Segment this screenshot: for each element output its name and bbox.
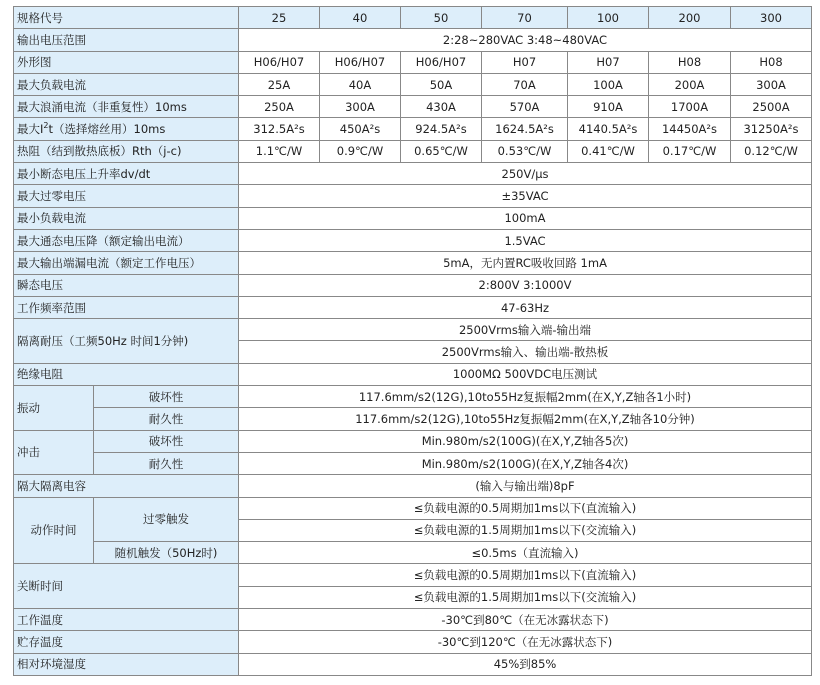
row-outline	[14, 51, 812, 73]
max-surge-value: 2500A	[731, 96, 812, 118]
row-shock-destructive	[14, 430, 812, 452]
max-i2t-label	[14, 118, 239, 140]
model-200: 200	[649, 7, 731, 29]
insulation-value: 1000MΩ 500VDC电压测试	[239, 363, 812, 385]
outline-value: H07	[568, 51, 649, 73]
transient-value: 2:800V 3:1000V	[239, 274, 812, 296]
shock-durability-label: 耐久性	[94, 452, 239, 474]
max-i2t-value: 1624.5A²s	[482, 118, 568, 140]
vibration-durability-label: 耐久性	[94, 408, 239, 430]
max-zero-voltage-value: ±35VAC	[239, 185, 812, 207]
thermal-value: 0.9℃/W	[320, 140, 401, 162]
row-op-temp	[14, 609, 812, 631]
capacitance-value: (输入与输出端)8pF	[239, 475, 812, 497]
max-i2t-label-pre: 最大I	[17, 122, 44, 137]
outline-value: H06/H07	[320, 51, 401, 73]
frequency-value: 47-63Hz	[239, 296, 812, 318]
thermal-value: 1.1℃/W	[239, 140, 320, 162]
max-surge-value: 1700A	[649, 96, 731, 118]
max-on-drop-value: 1.5VAC	[239, 229, 812, 251]
row-operate-random	[14, 542, 812, 564]
thermal-label: 热阻（结到散热底板）Rth（j-c)	[14, 140, 239, 162]
max-load-current-value: 25A	[239, 73, 320, 95]
op-temp-value: -30℃到80℃（在无冰露状态下)	[239, 609, 812, 631]
row-humidity	[14, 653, 812, 675]
max-i2t-value: 924.5A²s	[401, 118, 482, 140]
max-load-current-value: 50A	[401, 73, 482, 95]
max-i2t-label-sup: 2	[43, 121, 49, 131]
thermal-value: 0.41℃/W	[568, 140, 649, 162]
row-dvdt	[14, 163, 812, 185]
row-vibration-destructive	[14, 386, 812, 408]
row-capacitance	[14, 475, 812, 497]
max-i2t-value: 31250A²s	[731, 118, 812, 140]
release-time-value: ≤负载电源的1.5周期加1ms以下(交流输入)	[239, 586, 812, 608]
min-load-current-value: 100mA	[239, 207, 812, 229]
outline-value: H06/H07	[239, 51, 320, 73]
spec-table	[13, 6, 812, 676]
spec-table-container	[13, 6, 811, 676]
model-50: 50	[401, 7, 482, 29]
max-surge-value: 300A	[320, 96, 401, 118]
max-load-current-label: 最大负载电流	[14, 73, 239, 95]
row-max-surge	[14, 96, 812, 118]
operate-zero-value: ≤负载电源的1.5周期加1ms以下(交流输入)	[239, 519, 812, 541]
output-voltage-label: 输出电压范围	[14, 29, 239, 51]
operate-random-value: ≤0.5ms（直流输入)	[239, 542, 812, 564]
model-25: 25	[239, 7, 320, 29]
max-surge-value: 250A	[239, 96, 320, 118]
max-on-drop-label: 最大通态电压降（额定输出电流）	[14, 229, 239, 251]
row-max-on-drop	[14, 229, 812, 251]
max-load-current-value: 200A	[649, 73, 731, 95]
humidity-value: 45%到85%	[239, 653, 812, 675]
max-i2t-value: 312.5A²s	[239, 118, 320, 140]
thermal-value: 0.65℃/W	[401, 140, 482, 162]
row-transient	[14, 274, 812, 296]
max-surge-value: 430A	[401, 96, 482, 118]
row-storage-temp	[14, 631, 812, 653]
row-max-leakage	[14, 252, 812, 274]
outline-value: H07	[482, 51, 568, 73]
max-leakage-label: 最大输出端漏电流（额定工作电压）	[14, 252, 239, 274]
isolation-label: 隔离耐压（工频50Hz 时间1分钟)	[14, 319, 239, 364]
vibration-destructive-label: 破坏性	[94, 386, 239, 408]
thermal-value: 0.12℃/W	[731, 140, 812, 162]
model-100: 100	[568, 7, 649, 29]
row-output-voltage	[14, 29, 812, 51]
max-zero-voltage-label: 最大过零电压	[14, 185, 239, 207]
row-release-1	[14, 564, 812, 586]
max-load-current-value: 40A	[320, 73, 401, 95]
isolation-value: 2500Vrms输入端-输出端	[239, 319, 812, 341]
model-300: 300	[731, 7, 812, 29]
row-shock-durability	[14, 452, 812, 474]
thermal-value: 0.17℃/W	[649, 140, 731, 162]
op-temp-label: 工作温度	[14, 609, 239, 631]
max-leakage-value: 5mA，无内置RC吸收回路 1mA	[239, 252, 812, 274]
release-time-label: 关断时间	[14, 564, 239, 609]
dvdt-value: 250V/μs	[239, 163, 812, 185]
model-70: 70	[482, 7, 568, 29]
humidity-label: 相对环境湿度	[14, 653, 239, 675]
row-isolation	[14, 319, 812, 341]
shock-destructive-label: 破坏性	[94, 430, 239, 452]
storage-temp-label: 贮存温度	[14, 631, 239, 653]
operate-random-label: 随机触发（50Hz时)	[94, 542, 239, 564]
max-surge-value: 910A	[568, 96, 649, 118]
frequency-label: 工作频率范围	[14, 296, 239, 318]
thermal-value: 0.53℃/W	[482, 140, 568, 162]
outline-value: H08	[731, 51, 812, 73]
vibration-durability-value: 117.6mm/s2(12G),10to55Hz复振幅2mm(在X,Y,Z轴各10分钟)	[239, 408, 812, 430]
max-i2t-label-post: t（选择熔丝用）10ms	[48, 122, 166, 137]
shock-durability-value: Min.980m/s2(100G)(在X,Y,Z轴各4次)	[239, 452, 812, 474]
storage-temp-value: -30℃到120℃（在无冰露状态下)	[239, 631, 812, 653]
max-load-current-value: 100A	[568, 73, 649, 95]
isolation-value: 2500Vrms输入、输出端-散热板	[239, 341, 812, 363]
min-load-current-label: 最小负载电流	[14, 207, 239, 229]
outline-value: H08	[649, 51, 731, 73]
outline-label: 外形图	[14, 51, 239, 73]
operate-zero-label: 过零触发	[94, 497, 239, 542]
vibration-label: 振动	[14, 386, 94, 431]
transient-label: 瞬态电压	[14, 274, 239, 296]
row-operate-zero-1	[14, 497, 812, 519]
max-surge-value: 570A	[482, 96, 568, 118]
max-load-current-value: 300A	[731, 73, 812, 95]
model-40: 40	[320, 7, 401, 29]
shock-destructive-value: Min.980m/s2(100G)(在X,Y,Z轴各5次)	[239, 430, 812, 452]
row-min-load-current	[14, 207, 812, 229]
header-label: 规格代号	[14, 7, 239, 29]
row-thermal	[14, 140, 812, 162]
max-surge-label: 最大浪涌电流（非重复性）10ms	[14, 96, 239, 118]
max-i2t-value: 4140.5A²s	[568, 118, 649, 140]
outline-value: H06/H07	[401, 51, 482, 73]
insulation-label: 绝缘电阻	[14, 363, 239, 385]
vibration-destructive-value: 117.6mm/s2(12G),10to55Hz复振幅2mm(在X,Y,Z轴各1小时)	[239, 386, 812, 408]
capacitance-label: 隔大隔离电容	[14, 475, 239, 497]
operate-time-label: 动作时间	[14, 497, 94, 564]
operate-zero-value: ≤负载电源的0.5周期加1ms以下(直流输入)	[239, 497, 812, 519]
row-vibration-durability	[14, 408, 812, 430]
row-max-load-current	[14, 73, 812, 95]
row-insulation	[14, 363, 812, 385]
row-frequency	[14, 296, 812, 318]
dvdt-label: 最小断态电压上升率dv/dt	[14, 163, 239, 185]
max-i2t-value: 450A²s	[320, 118, 401, 140]
release-time-value: ≤负载电源的0.5周期加1ms以下(直流输入)	[239, 564, 812, 586]
row-max-i2t	[14, 118, 812, 140]
max-i2t-value: 14450A²s	[649, 118, 731, 140]
output-voltage-value: 2:28~280VAC 3:48~480VAC	[239, 29, 812, 51]
shock-label: 冲击	[14, 430, 94, 475]
max-load-current-value: 70A	[482, 73, 568, 95]
header-row	[14, 7, 812, 29]
row-max-zero-voltage	[14, 185, 812, 207]
